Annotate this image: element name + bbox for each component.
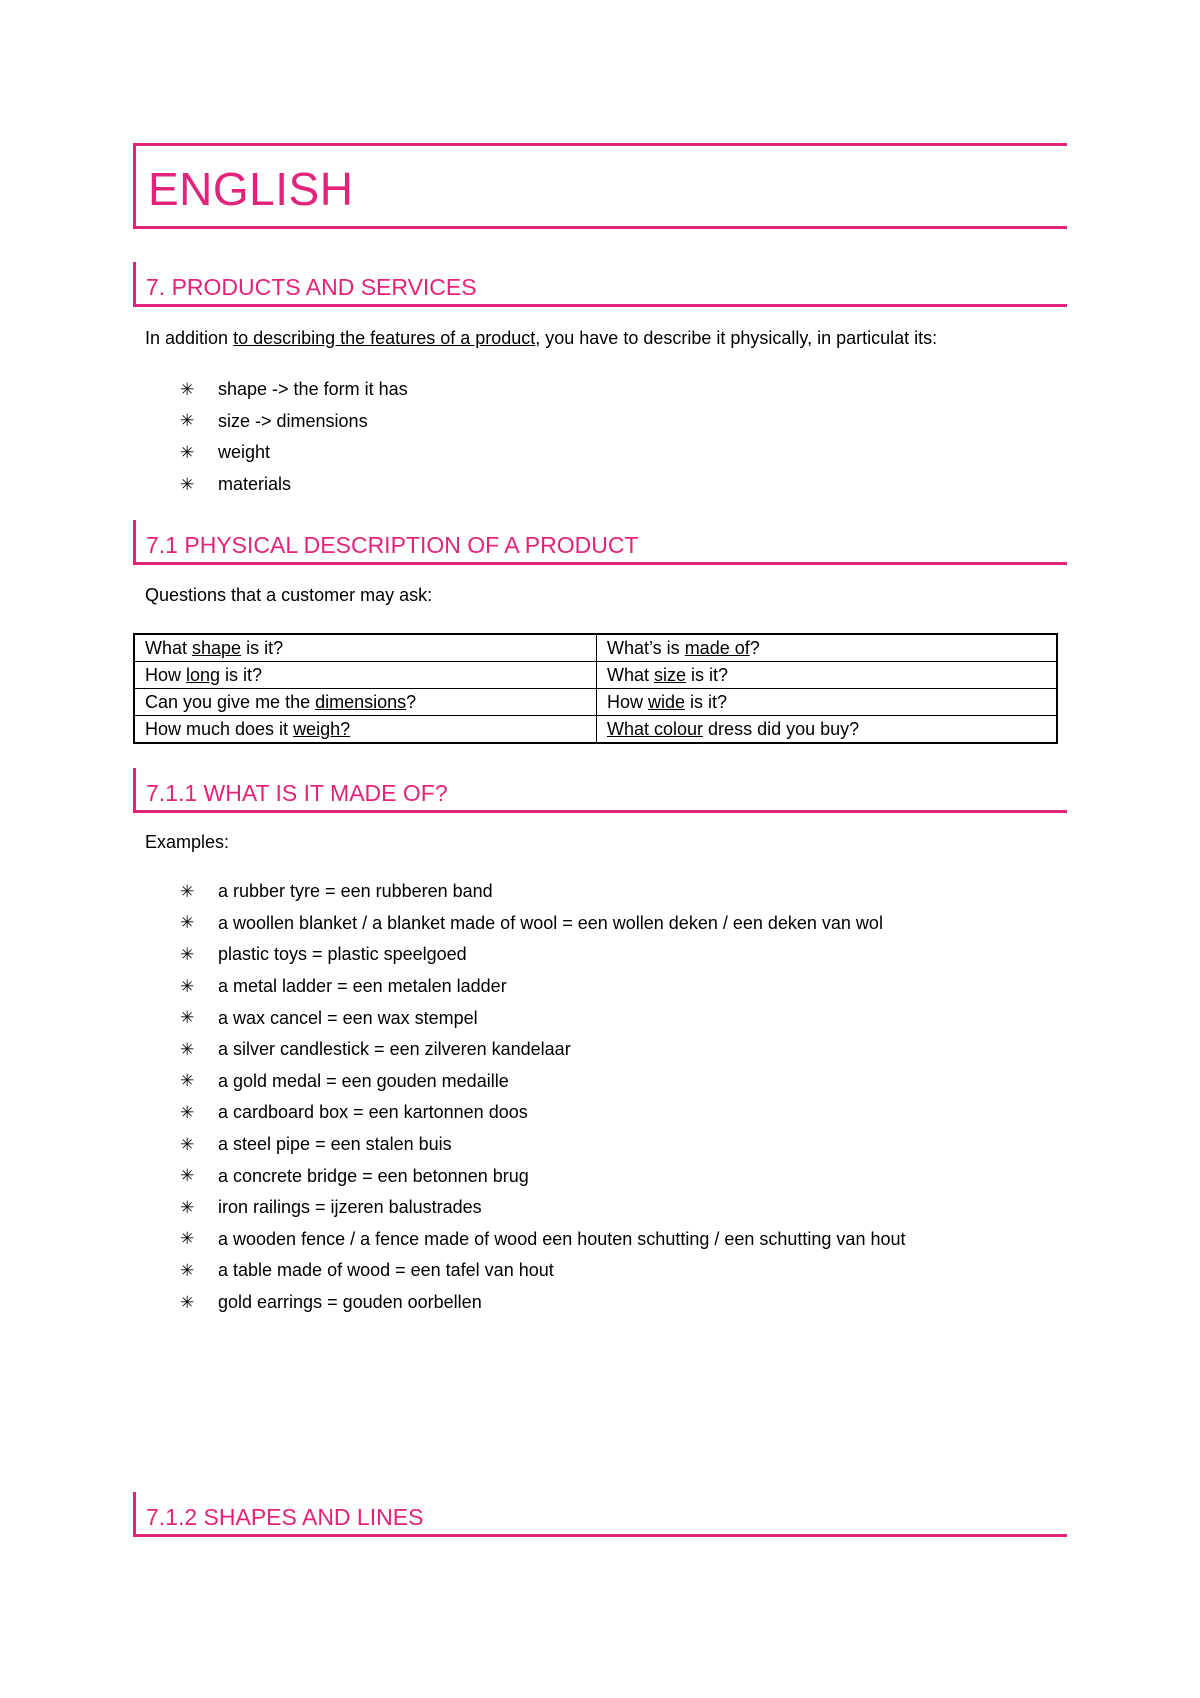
heading-text: 7.1.2 SHAPES AND LINES <box>146 1504 424 1530</box>
example-text: a table made of wood = een tafel van hout <box>218 1260 554 1281</box>
snowflake-icon: ✳ <box>180 1197 195 1217</box>
example-item <box>180 939 906 971</box>
snowflake-icon: ✳ <box>180 1166 195 1186</box>
table-row <box>134 662 1057 689</box>
question-text: ? <box>406 691 417 712</box>
question-keyword: dimensions <box>315 691 407 712</box>
examples-list <box>180 876 906 1318</box>
snowflake-icon: ✳ <box>180 1039 195 1059</box>
heading-what-is-it-made-of <box>133 768 1067 813</box>
heading-text: 7.1.1 WHAT IS IT MADE OF? <box>146 780 448 806</box>
snowflake-icon: ✳ <box>180 1008 195 1028</box>
table-row <box>134 689 1057 716</box>
question-text: is it? <box>686 664 729 685</box>
feature-item <box>180 374 408 406</box>
example-text: gold earrings = gouden oorbellen <box>218 1292 482 1313</box>
features-list <box>180 374 408 500</box>
question-keyword: long <box>186 664 221 685</box>
question-keyword: wide <box>648 691 686 712</box>
feature-item <box>180 406 408 438</box>
table-cell <box>597 689 1058 716</box>
feature-text: materials <box>218 474 292 495</box>
feature-item <box>180 437 408 469</box>
snowflake-icon: ✳ <box>180 1134 195 1154</box>
snowflake-icon: ✳ <box>180 1229 195 1249</box>
example-text: a wooden fence / a fence made of wood een houten schutting / een schutting van hout <box>218 1228 906 1249</box>
question-text: What’s is <box>607 637 685 658</box>
example-item <box>180 1224 906 1256</box>
snowflake-icon: ✳ <box>180 1071 195 1091</box>
title-block <box>133 143 1067 229</box>
questions-table <box>133 633 1058 744</box>
intro-underlined: to describing the features of a product <box>233 328 536 348</box>
snowflake-icon: ✳ <box>180 442 195 462</box>
snowflake-icon: ✳ <box>180 411 195 431</box>
table-cell <box>597 634 1058 662</box>
example-item <box>180 1129 906 1161</box>
table-cell <box>597 662 1058 689</box>
question-keyword: made of <box>684 637 750 658</box>
question-text: is it? <box>220 664 263 685</box>
intro-paragraph <box>145 328 937 350</box>
example-text: a silver candlestick = een zilveren kandelaar <box>218 1039 571 1060</box>
snowflake-icon: ✳ <box>180 944 195 964</box>
example-item <box>180 1097 906 1129</box>
question-keyword: size <box>654 664 687 685</box>
example-item <box>180 971 906 1003</box>
example-item <box>180 1255 906 1287</box>
example-item <box>180 1034 906 1066</box>
example-text: a woollen blanket / a blanket made of wool = een wollen deken / een deken van wol <box>218 912 883 933</box>
example-text: a gold medal = een gouden medaille <box>218 1070 509 1091</box>
heading-products-and-services <box>133 262 1067 307</box>
snowflake-icon: ✳ <box>180 913 195 933</box>
feature-text: shape -> the form it has <box>218 379 408 400</box>
snowflake-icon: ✳ <box>180 1260 195 1280</box>
snowflake-icon: ✳ <box>180 1102 195 1122</box>
question-text: dress did you buy? <box>703 718 860 739</box>
example-item <box>180 1066 906 1098</box>
snowflake-icon: ✳ <box>180 881 195 901</box>
question-text: How <box>145 664 187 685</box>
example-item <box>180 876 906 908</box>
table-row <box>134 634 1057 662</box>
table-row <box>134 716 1057 744</box>
example-text: a wax cancel = een wax stempel <box>218 1007 478 1028</box>
question-text: How <box>607 691 649 712</box>
page-title-text: ENGLISH <box>148 163 354 215</box>
heading-physical-description <box>133 520 1067 565</box>
page-title <box>148 163 354 215</box>
table-cell <box>134 634 597 662</box>
snowflake-icon: ✳ <box>180 379 195 399</box>
question-text: is it? <box>685 691 728 712</box>
table-cell <box>134 716 597 744</box>
example-text: a cardboard box = een kartonnen doos <box>218 1102 528 1123</box>
snowflake-icon: ✳ <box>180 976 195 996</box>
snowflake-icon: ✳ <box>180 474 195 494</box>
example-item <box>180 908 906 940</box>
feature-text: size -> dimensions <box>218 410 368 431</box>
heading-text: 7. PRODUCTS AND SERVICES <box>146 274 477 300</box>
table-cell <box>597 716 1058 744</box>
snowflake-icon: ✳ <box>180 1292 195 1312</box>
table-cell <box>134 689 597 716</box>
question-text: ? <box>749 637 760 658</box>
feature-item <box>180 469 408 501</box>
example-text: a rubber tyre = een rubberen band <box>218 881 493 902</box>
example-text: a metal ladder = een metalen ladder <box>218 976 507 997</box>
example-text: a steel pipe = een stalen buis <box>218 1134 452 1155</box>
table-cell <box>134 662 597 689</box>
question-keyword: weigh? <box>293 718 351 739</box>
intro-before: In addition <box>145 328 234 348</box>
feature-text: weight <box>218 442 271 463</box>
example-item <box>180 1160 906 1192</box>
example-item <box>180 1287 906 1319</box>
intro-after: , you have to describe it physically, in particulat its: <box>535 328 938 348</box>
question-keyword: What colour <box>607 718 704 739</box>
example-item <box>180 1192 906 1224</box>
example-text: a concrete bridge = een betonnen brug <box>218 1165 529 1186</box>
heading-shapes-and-lines <box>133 1492 1067 1537</box>
heading-text: 7.1 PHYSICAL DESCRIPTION OF A PRODUCT <box>146 532 639 558</box>
question-text: What <box>607 664 655 685</box>
example-text: plastic toys = plastic speelgoed <box>218 944 467 965</box>
question-text: What <box>145 637 193 658</box>
question-text: is it? <box>241 637 284 658</box>
examples-label: Examples: <box>145 832 230 852</box>
question-text: How much does it <box>145 718 294 739</box>
example-item <box>180 1002 906 1034</box>
question-text: Can you give me the <box>145 691 316 712</box>
example-text: iron railings = ijzeren balustrades <box>218 1197 482 1218</box>
question-keyword: shape <box>192 637 242 658</box>
questions-label: Questions that a customer may ask: <box>145 585 433 605</box>
